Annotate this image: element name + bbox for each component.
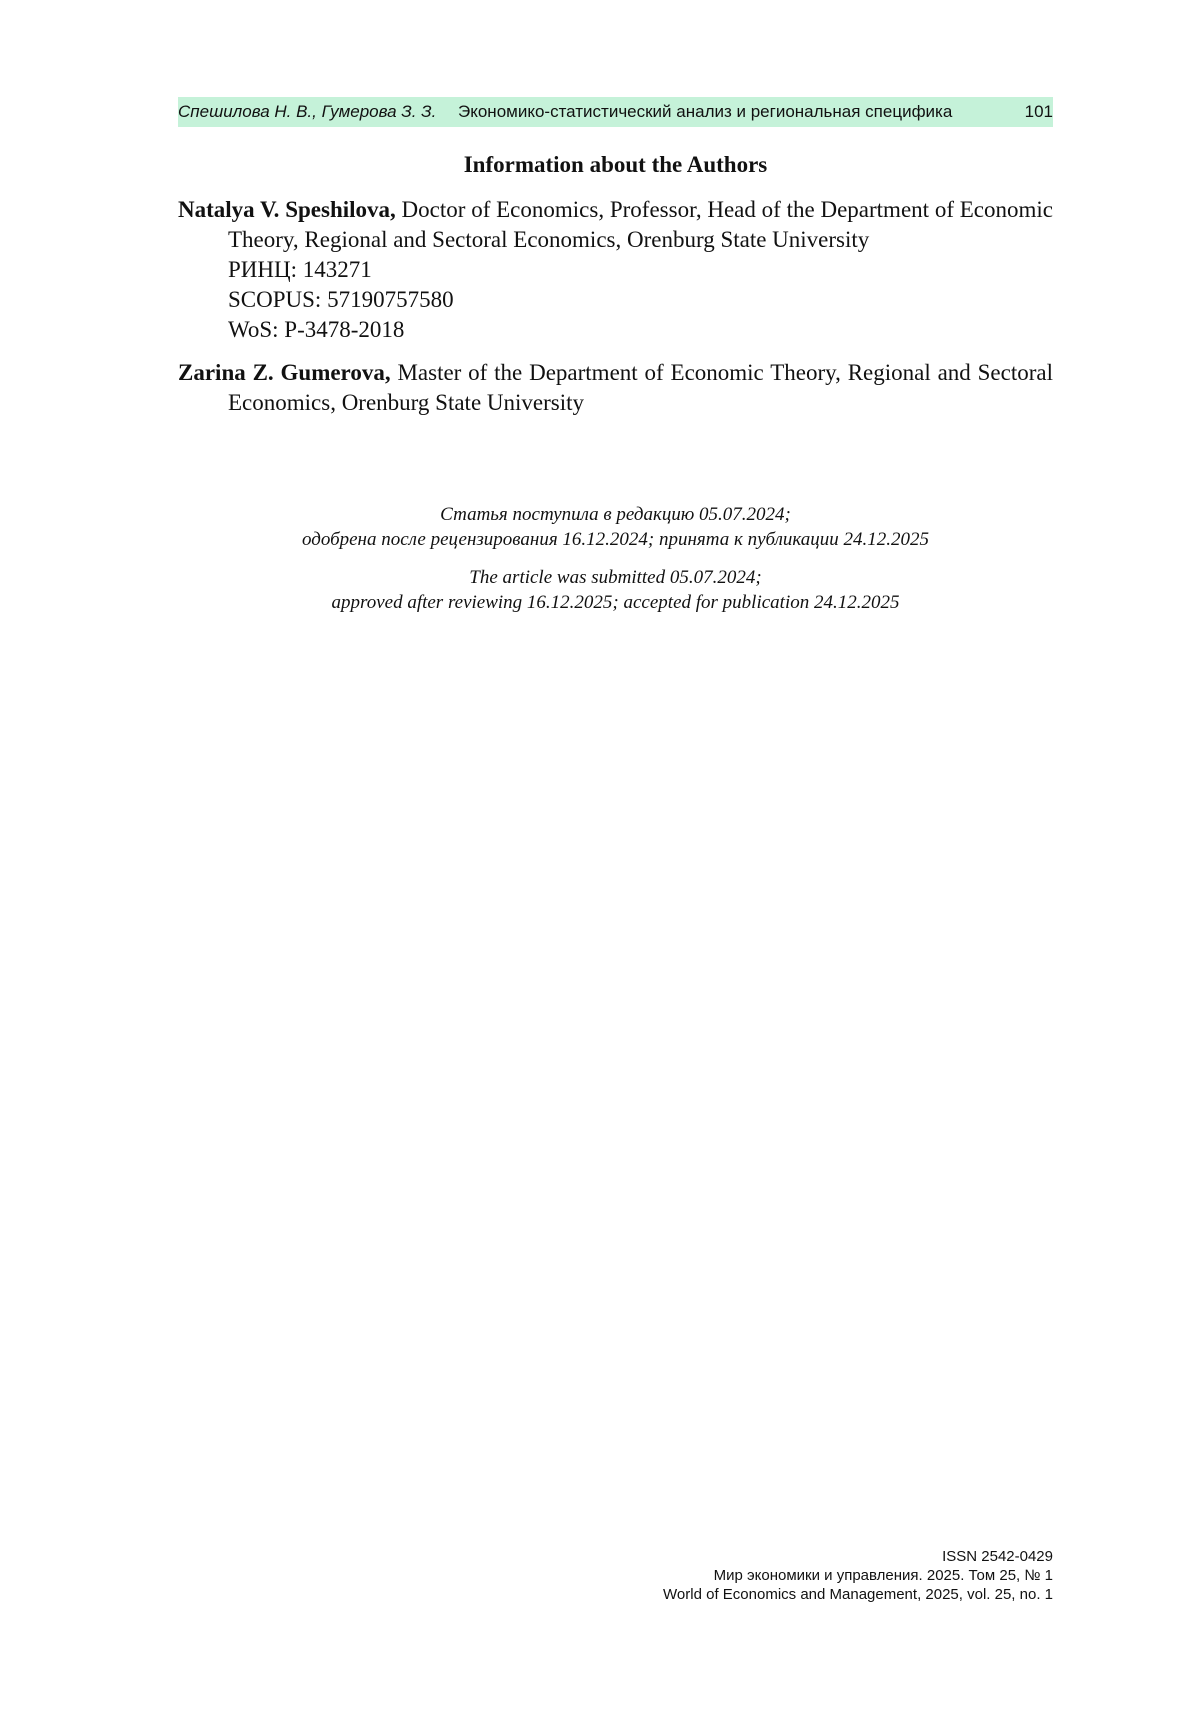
- dates-ru-line-2: одобрена после рецензирования 16.12.2024; принята к публикации 24.12.2025: [301, 529, 930, 550]
- author-id-scopus: SCOPUS: 57190757580: [228, 287, 454, 312]
- author-id-rinc: РИНЦ: 143271: [228, 257, 372, 282]
- author-name: Natalya V. Speshilova,: [178, 197, 396, 222]
- author-info: [178, 358, 1053, 418]
- section-heading: Information about the Authors: [463, 152, 768, 177]
- author-description: Doctor of Economics, Professor, Head of the Department of Economic Theory, Regional and Sectoral Economics, Orenburg State University: [228, 197, 1054, 252]
- dates-ru-line-1: Статья поступила в редакцию 05.07.2024;: [440, 504, 791, 525]
- author-name: Zarina Z. Gumerova,: [178, 360, 391, 385]
- author-entry: [178, 195, 1053, 345]
- footer-journal-ru: Мир экономики и управления. 2025. Том 25, № 1: [713, 1567, 1053, 1584]
- header-article-title: Экономико-статистический анализ и региональная специфика: [458, 102, 953, 121]
- author-entry: [178, 358, 1053, 418]
- footer-issn: ISSN 2542-0429: [942, 1548, 1053, 1565]
- author-id-wos: WoS: P-3478-2018: [228, 317, 405, 342]
- journal-footer: [663, 1547, 1053, 1604]
- author-description: Master of the Department of Economic Theory, Regional and Sectoral Economics, Orenburg State University: [228, 360, 1053, 415]
- submission-dates-en: [178, 565, 1053, 615]
- dates-en-line-1: The article was submitted 05.07.2024;: [469, 567, 762, 588]
- header-authors: Спешилова Н. В., Гумерова З. З.: [178, 102, 437, 121]
- running-header: [178, 97, 1053, 127]
- page-number: 101: [1024, 102, 1053, 121]
- dates-en-line-2: approved after reviewing 16.12.2025; accepted for publication 24.12.2025: [331, 592, 900, 613]
- document-page: [178, 0, 1053, 1729]
- author-info: [178, 195, 1053, 255]
- footer-journal-en: World of Economics and Management, 2025, vol. 25, no. 1: [663, 1586, 1053, 1603]
- submission-dates-ru: [178, 502, 1053, 552]
